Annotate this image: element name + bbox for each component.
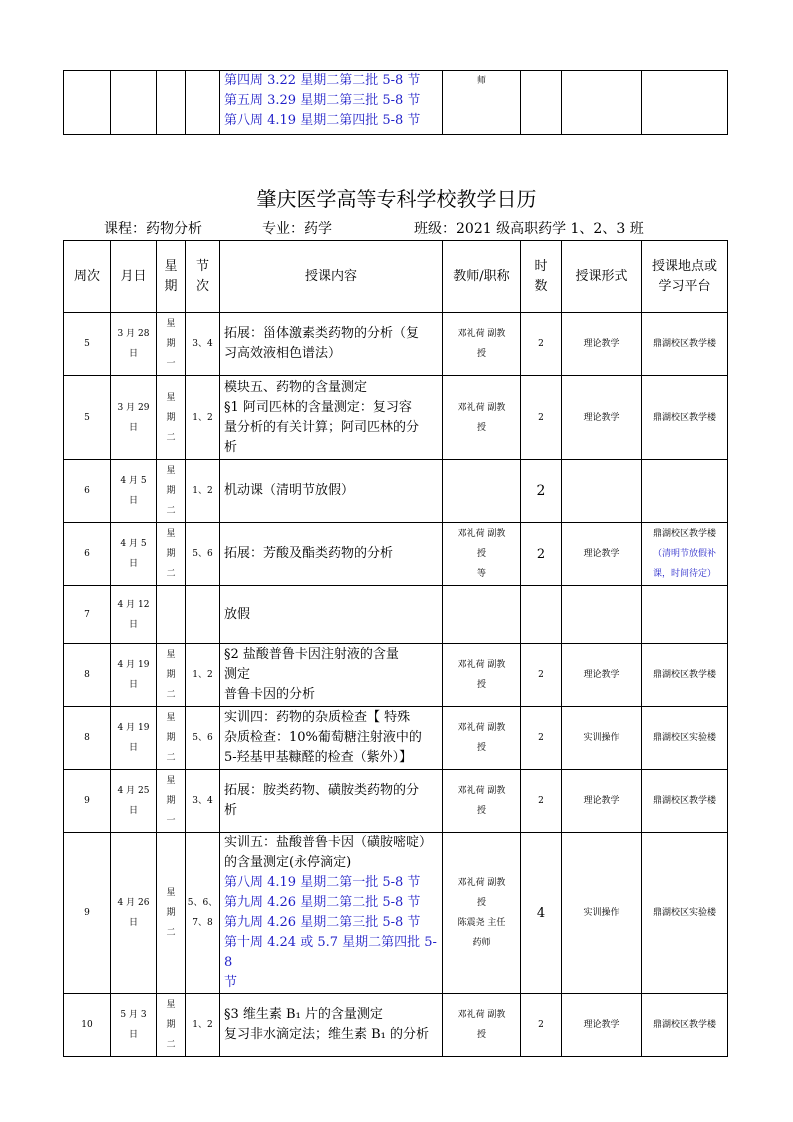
teacher-line: 邓礼荷 副教 bbox=[457, 329, 506, 339]
table-row bbox=[64, 460, 728, 523]
location-cell bbox=[642, 586, 728, 644]
teacher-line: 授 bbox=[476, 422, 486, 433]
teacher-cell bbox=[443, 770, 521, 833]
date-cell bbox=[111, 376, 157, 460]
hours-value: 2 bbox=[538, 670, 544, 680]
date-line: 日 bbox=[128, 422, 138, 433]
teacher-cell bbox=[443, 523, 521, 586]
content-line: §3 维生素 B₁ 片的含量测定 bbox=[224, 1007, 383, 1022]
teacher-line: 等 bbox=[476, 569, 486, 579]
teacher-cell bbox=[443, 707, 521, 770]
header-hours-char: 时 bbox=[534, 258, 548, 274]
date-line: 日 bbox=[128, 619, 138, 630]
header-weekday bbox=[157, 241, 186, 313]
weekday-char: 期 bbox=[166, 339, 176, 349]
week-cell bbox=[64, 644, 111, 707]
period-value: 5、6 bbox=[192, 733, 213, 743]
location-line: 鼎湖校区教学楼 bbox=[652, 412, 716, 423]
location-cell bbox=[642, 313, 728, 376]
location-cell bbox=[642, 460, 728, 523]
content-line: 实训五：盐酸普鲁卡因（磺胺嘧啶） bbox=[224, 835, 433, 850]
content-line: 析 bbox=[224, 803, 238, 818]
header-period bbox=[186, 241, 220, 313]
fragment-content-line: 第四周 3.22 星期二第二批 5-8 节 bbox=[224, 73, 421, 88]
weekday-char: 二 bbox=[166, 753, 176, 763]
fragment-location-cell bbox=[642, 71, 728, 135]
fragment-content-line: 第五周 3.29 星期二第三批 5-8 节 bbox=[224, 93, 421, 108]
date-line: 4 月 12 bbox=[117, 599, 150, 610]
course-label: 课程：药物分析 bbox=[104, 221, 202, 237]
location-line: （清明节放假补 bbox=[652, 549, 716, 559]
table-row bbox=[64, 770, 728, 833]
weekday-char: 期 bbox=[166, 549, 176, 559]
content-line: 复习非水滴定法；维生素 B₁ 的分析 bbox=[224, 1027, 430, 1042]
table-row bbox=[64, 523, 728, 586]
major-label: 专业：药学 bbox=[262, 221, 332, 237]
form-cell bbox=[562, 523, 642, 586]
content-line: 实训四：药物的杂质检查【 特殊 bbox=[224, 710, 411, 725]
content-line: §1 阿司匹林的含量测定：复习容 bbox=[224, 399, 412, 415]
table-row bbox=[64, 833, 728, 994]
hours-value: 2 bbox=[536, 546, 546, 562]
content-line: 析 bbox=[224, 439, 238, 455]
weekday-char: 二 bbox=[166, 569, 176, 579]
header-date: 月日 bbox=[111, 241, 157, 313]
weekday-char: 期 bbox=[166, 908, 176, 918]
content-schedule-line: 第九周 4.26 星期二第三批 5-8 节 bbox=[224, 915, 421, 930]
teacher-line: 邓礼荷 副教 bbox=[457, 660, 506, 670]
location-line: 鼎湖校区教学楼 bbox=[652, 339, 716, 349]
header-location-line: 授课地点或 bbox=[651, 258, 717, 274]
fragment-teacher: 师 bbox=[476, 76, 486, 86]
page-title: 肇庆医学高等专科学校教学日历 bbox=[256, 187, 537, 211]
period-cell bbox=[186, 644, 220, 707]
date-line: 日 bbox=[128, 806, 138, 816]
weekday-char: 二 bbox=[166, 1040, 176, 1050]
week-number: 7 bbox=[84, 609, 90, 620]
content-cell bbox=[220, 833, 443, 994]
teacher-line: 授 bbox=[476, 898, 486, 908]
weekday-char: 二 bbox=[166, 690, 176, 700]
location-cell bbox=[642, 523, 728, 586]
content-cell bbox=[220, 523, 443, 586]
header-period-char: 次 bbox=[195, 278, 209, 294]
content-cell bbox=[220, 707, 443, 770]
date-cell bbox=[111, 460, 157, 523]
hours-value: 2 bbox=[538, 796, 544, 806]
content-cell bbox=[220, 994, 443, 1057]
header-weekday-char: 星 bbox=[164, 258, 178, 274]
fragment-hours-cell bbox=[521, 71, 562, 135]
form-value: 理论教学 bbox=[583, 549, 620, 559]
period-cell bbox=[186, 376, 220, 460]
header-location bbox=[642, 241, 728, 313]
content-line: 放假 bbox=[224, 606, 251, 622]
form-cell bbox=[562, 994, 642, 1057]
hours-value: 2 bbox=[536, 483, 546, 499]
hours-cell bbox=[521, 313, 562, 376]
period-value: 3、4 bbox=[192, 796, 213, 806]
form-value: 理论教学 bbox=[583, 796, 620, 806]
teacher-cell bbox=[443, 376, 521, 460]
location-cell bbox=[642, 833, 728, 994]
teacher-cell bbox=[443, 460, 521, 523]
weekday-cell bbox=[157, 644, 186, 707]
header-period-char: 节 bbox=[195, 258, 209, 274]
content-line: 测定 bbox=[224, 667, 251, 682]
week-number: 5 bbox=[84, 339, 90, 349]
weekday-char: 星 bbox=[166, 529, 176, 539]
content-schedule-line: 第十周 4.24 或 5.7 星期二第四批 5-8 bbox=[224, 935, 437, 970]
fragment-date-cell bbox=[111, 71, 157, 135]
teacher-cell bbox=[443, 994, 521, 1057]
date-cell bbox=[111, 313, 157, 376]
header-teacher: 教师/职称 bbox=[443, 241, 521, 313]
location-line: 鼎湖校区实验楼 bbox=[652, 733, 716, 743]
content-line: 量分析的有关计算；阿司匹林的分 bbox=[224, 419, 420, 435]
location-line: 鼎湖校区教学楼 bbox=[652, 1020, 716, 1030]
hours-value: 2 bbox=[538, 733, 544, 743]
date-cell bbox=[111, 644, 157, 707]
content-line: 拓展：甾体激素类药物的分析（复 bbox=[224, 326, 420, 341]
week-number: 9 bbox=[84, 796, 90, 806]
weekday-cell bbox=[157, 523, 186, 586]
period-cell bbox=[186, 994, 220, 1057]
teacher-line: 邓礼荷 副教 bbox=[457, 786, 506, 796]
period-value: 1、2 bbox=[192, 1020, 213, 1030]
previous-page-table-fragment bbox=[63, 70, 728, 135]
weekday-char: 一 bbox=[166, 359, 176, 369]
header-week: 周次 bbox=[64, 241, 111, 313]
table-row bbox=[64, 994, 728, 1057]
period-cell bbox=[186, 460, 220, 523]
fragment-teacher-cell bbox=[443, 71, 521, 135]
fragment-weekday-cell bbox=[157, 71, 186, 135]
date-line: 日 bbox=[128, 559, 138, 569]
period-cell bbox=[186, 523, 220, 586]
date-line: 日 bbox=[128, 918, 138, 928]
header-row bbox=[64, 241, 728, 313]
teacher-line: 药师 bbox=[472, 938, 491, 948]
date-cell bbox=[111, 707, 157, 770]
date-line: 4 月 19 bbox=[117, 660, 150, 670]
date-line: 4 月 5 bbox=[120, 476, 147, 486]
header-content: 授课内容 bbox=[220, 241, 443, 313]
location-line: 鼎湖校区实验楼 bbox=[652, 908, 716, 918]
period-value: 5、6、 7、8 bbox=[187, 898, 218, 928]
date-line: 日 bbox=[128, 743, 138, 753]
teacher-line: 邓礼荷 副教 bbox=[457, 1010, 506, 1020]
content-line: 的含量测定(永停滴定) bbox=[224, 855, 352, 870]
teacher-line: 授 bbox=[476, 806, 486, 816]
content-line: 拓展：芳酸及酯类药物的分析 bbox=[224, 546, 394, 561]
content-line: 杂质检查：10%葡萄糖注射液中的 bbox=[224, 730, 422, 745]
location-cell bbox=[642, 994, 728, 1057]
header-hours-char: 数 bbox=[534, 278, 548, 294]
teacher-cell bbox=[443, 586, 521, 644]
date-cell bbox=[111, 770, 157, 833]
content-line: 模块五、药物的含量测定 bbox=[224, 379, 368, 395]
teacher-line: 邓礼荷 副教 bbox=[457, 529, 506, 539]
hours-cell bbox=[521, 770, 562, 833]
weekday-cell bbox=[157, 460, 186, 523]
header-form: 授课形式 bbox=[562, 241, 642, 313]
content-line: §2 盐酸普鲁卡因注射液的含量 bbox=[224, 647, 399, 662]
hours-cell bbox=[521, 376, 562, 460]
weekday-char: 星 bbox=[166, 713, 176, 723]
form-cell bbox=[562, 644, 642, 707]
location-cell bbox=[642, 770, 728, 833]
date-line: 日 bbox=[128, 496, 138, 506]
hours-cell bbox=[521, 523, 562, 586]
week-cell bbox=[64, 313, 111, 376]
week-number: 6 bbox=[84, 486, 90, 496]
weekday-cell bbox=[157, 994, 186, 1057]
location-line: 课，时间待定） bbox=[652, 569, 716, 579]
header-hours bbox=[521, 241, 562, 313]
date-line: 日 bbox=[128, 1030, 138, 1040]
week-number: 5 bbox=[84, 412, 90, 423]
form-value: 实训操作 bbox=[583, 908, 620, 918]
form-cell bbox=[562, 707, 642, 770]
content-line: 机动课（清明节放假） bbox=[224, 483, 355, 498]
week-cell bbox=[64, 833, 111, 994]
teacher-cell bbox=[443, 644, 521, 707]
weekday-char: 星 bbox=[166, 888, 176, 898]
form-value: 实训操作 bbox=[583, 733, 620, 743]
form-cell bbox=[562, 833, 642, 994]
content-line: 拓展：胺类药物、磺胺类药物的分 bbox=[224, 783, 420, 798]
teacher-cell bbox=[443, 313, 521, 376]
weekday-char: 期 bbox=[166, 412, 176, 423]
teacher-line: 授 bbox=[476, 743, 486, 753]
weekday-char: 二 bbox=[166, 432, 176, 443]
hours-cell bbox=[521, 833, 562, 994]
week-cell bbox=[64, 523, 111, 586]
fragment-form-cell bbox=[562, 71, 642, 135]
weekday-char: 星 bbox=[166, 392, 176, 403]
period-value: 5、6 bbox=[192, 549, 213, 559]
location-cell bbox=[642, 644, 728, 707]
period-value: 3、4 bbox=[192, 339, 213, 349]
date-line: 4 月 5 bbox=[120, 539, 147, 549]
period-value: 1、2 bbox=[192, 486, 213, 496]
fragment-week-cell bbox=[64, 71, 111, 135]
teacher-cell bbox=[443, 833, 521, 994]
hours-cell bbox=[521, 644, 562, 707]
hours-value: 2 bbox=[538, 339, 544, 349]
weekday-char: 星 bbox=[166, 466, 176, 476]
teacher-line: 邓礼荷 副教 bbox=[457, 878, 506, 888]
teacher-line: 授 bbox=[476, 549, 486, 559]
header-location-line: 学习平台 bbox=[658, 278, 711, 294]
form-value: 理论教学 bbox=[583, 670, 620, 680]
date-line: 4 月 26 bbox=[117, 898, 150, 908]
class-label: 班级：2021 级高职药学 1、2、3 班 bbox=[414, 221, 644, 237]
week-cell bbox=[64, 994, 111, 1057]
weekday-char: 期 bbox=[166, 796, 176, 806]
content-cell bbox=[220, 376, 443, 460]
weekday-char: 星 bbox=[166, 1000, 176, 1010]
form-cell bbox=[562, 770, 642, 833]
content-cell bbox=[220, 770, 443, 833]
date-cell bbox=[111, 994, 157, 1057]
table-row bbox=[64, 644, 728, 707]
teacher-line: 授 bbox=[476, 1030, 486, 1040]
teacher-line: 邓礼荷 副教 bbox=[457, 723, 506, 733]
table-row bbox=[64, 707, 728, 770]
form-cell bbox=[562, 460, 642, 523]
period-cell bbox=[186, 313, 220, 376]
weekday-char: 星 bbox=[166, 319, 176, 329]
date-cell bbox=[111, 586, 157, 644]
teacher-line: 授 bbox=[476, 680, 486, 690]
week-cell bbox=[64, 707, 111, 770]
weekday-cell bbox=[157, 833, 186, 994]
location-cell bbox=[642, 376, 728, 460]
content-line: 普鲁卡因的分析 bbox=[224, 687, 316, 702]
content-cell bbox=[220, 644, 443, 707]
hours-value: 2 bbox=[538, 1020, 544, 1030]
form-cell bbox=[562, 376, 642, 460]
content-cell bbox=[220, 313, 443, 376]
date-line: 5 月 3 bbox=[120, 1010, 147, 1020]
weekday-char: 二 bbox=[166, 506, 176, 516]
period-cell bbox=[186, 833, 220, 994]
header-weekday-char: 期 bbox=[164, 278, 178, 294]
location-line: 鼎湖校区教学楼 bbox=[652, 796, 716, 806]
weekday-char: 期 bbox=[166, 670, 176, 680]
teacher-line: 授 bbox=[476, 349, 486, 359]
content-line: 5-羟基甲基糠醛的检查（紫外）】 bbox=[224, 750, 413, 765]
period-cell bbox=[186, 770, 220, 833]
content-schedule-line: 第九周 4.26 星期二第二批 5-8 节 bbox=[224, 895, 421, 910]
location-line: 鼎湖校区教学楼 bbox=[652, 670, 716, 680]
table-row bbox=[64, 313, 728, 376]
fragment-content-cell bbox=[220, 71, 443, 135]
weekday-char: 星 bbox=[166, 650, 176, 660]
weekday-char: 期 bbox=[166, 1020, 176, 1030]
date-cell bbox=[111, 833, 157, 994]
weekday-char: 期 bbox=[166, 486, 176, 496]
location-line: 鼎湖校区教学楼 bbox=[652, 529, 716, 539]
date-line: 日 bbox=[128, 349, 138, 359]
form-cell bbox=[562, 586, 642, 644]
content-cell bbox=[220, 460, 443, 523]
hours-cell bbox=[521, 994, 562, 1057]
week-number: 8 bbox=[84, 670, 90, 680]
fragment-period-cell bbox=[186, 71, 220, 135]
weekday-cell bbox=[157, 770, 186, 833]
week-number: 6 bbox=[84, 549, 90, 559]
teacher-line: 陈震尧 主任 bbox=[457, 918, 506, 928]
period-cell bbox=[186, 586, 220, 644]
content-cell bbox=[220, 586, 443, 644]
form-value: 理论教学 bbox=[583, 412, 620, 423]
hours-cell bbox=[521, 460, 562, 523]
content-schedule-line: 节 bbox=[224, 975, 238, 990]
period-value: 1、2 bbox=[192, 670, 213, 680]
week-number: 10 bbox=[81, 1020, 93, 1030]
weekday-cell bbox=[157, 707, 186, 770]
weekday-cell bbox=[157, 586, 186, 644]
content-schedule-line: 第八周 4.19 星期二第一批 5-8 节 bbox=[224, 875, 421, 890]
period-cell bbox=[186, 707, 220, 770]
weekday-char: 期 bbox=[166, 733, 176, 743]
week-cell bbox=[64, 376, 111, 460]
period-value: 1、2 bbox=[192, 412, 213, 423]
form-value: 理论教学 bbox=[583, 339, 620, 349]
content-line: 习高效液相色谱法） bbox=[224, 346, 342, 361]
weekday-char: 星 bbox=[166, 776, 176, 786]
form-value: 理论教学 bbox=[583, 1020, 620, 1030]
hours-cell bbox=[521, 707, 562, 770]
date-line: 3 月 29 bbox=[117, 402, 150, 413]
fragment-content-line: 第八周 4.19 星期二第四批 5-8 节 bbox=[224, 113, 421, 128]
week-cell bbox=[64, 770, 111, 833]
date-line: 日 bbox=[128, 680, 138, 690]
weekday-cell bbox=[157, 376, 186, 460]
date-line: 3 月 28 bbox=[117, 329, 150, 339]
date-line: 4 月 19 bbox=[117, 723, 150, 733]
teacher-line: 邓礼荷 副教 bbox=[457, 402, 506, 413]
table-row bbox=[64, 586, 728, 644]
week-number: 9 bbox=[84, 908, 90, 918]
week-number: 8 bbox=[84, 733, 90, 743]
date-cell bbox=[111, 523, 157, 586]
hours-cell bbox=[521, 586, 562, 644]
date-line: 4 月 25 bbox=[117, 786, 150, 796]
hours-value: 4 bbox=[536, 905, 546, 921]
week-cell bbox=[64, 460, 111, 523]
teaching-calendar-table bbox=[63, 240, 728, 1057]
hours-value: 2 bbox=[538, 412, 544, 423]
form-cell bbox=[562, 313, 642, 376]
weekday-char: 二 bbox=[166, 928, 176, 938]
weekday-char: 一 bbox=[166, 816, 176, 826]
week-cell bbox=[64, 586, 111, 644]
table-row bbox=[64, 376, 728, 460]
location-cell bbox=[642, 707, 728, 770]
weekday-cell bbox=[157, 313, 186, 376]
